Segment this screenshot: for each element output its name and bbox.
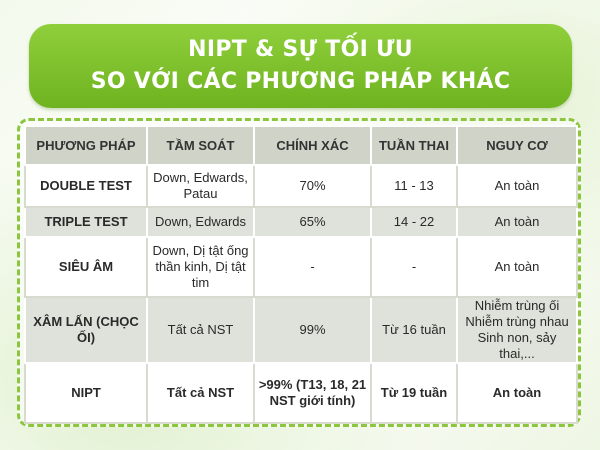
cell-accuracy: >99% (T13, 18, 21 NST giới tính) (254, 363, 371, 423)
cell-accuracy: 65% (254, 207, 371, 237)
table-row-triple-test (25, 207, 577, 237)
cell-week: - (371, 237, 457, 297)
title-line-1: NIPT & SỰ TỐI ƯU (188, 37, 413, 62)
cell-week: Từ 16 tuần (371, 297, 457, 363)
table-row-double-test (25, 165, 577, 207)
comparison-table (24, 125, 578, 424)
table-row-invasive (25, 297, 577, 363)
cell-method: XÂM LẤN (CHỌC ỐI) (25, 297, 147, 363)
header-screening: TẦM SOÁT (147, 126, 254, 165)
cell-accuracy: 99% (254, 297, 371, 363)
cell-screening: Down, Edwards (147, 207, 254, 237)
table-row-nipt (25, 363, 577, 423)
header-risk: NGUY CƠ (457, 126, 577, 165)
cell-risk: An toàn (457, 363, 577, 423)
cell-week: 14 - 22 (371, 207, 457, 237)
header-accuracy: CHÍNH XÁC (254, 126, 371, 165)
cell-week: 11 - 13 (371, 165, 457, 207)
cell-accuracy: - (254, 237, 371, 297)
cell-method: TRIPLE TEST (25, 207, 147, 237)
cell-method: SIÊU ÂM (25, 237, 147, 297)
cell-screening: Down, Dị tật ống thần kinh, Dị tật tim (147, 237, 254, 297)
cell-week: Từ 19 tuần (371, 363, 457, 423)
header-pregnancy-week: TUẦN THAI (371, 126, 457, 165)
table-row-ultrasound (25, 237, 577, 297)
title-banner (29, 24, 572, 108)
cell-risk: An toàn (457, 165, 577, 207)
cell-risk: An toàn (457, 237, 577, 297)
cell-risk: Nhiễm trùng ối Nhiễm trùng nhau Sinh non, sảy thai,... (457, 297, 577, 363)
cell-screening: Tất cả NST (147, 363, 254, 423)
header-method: PHƯƠNG PHÁP (25, 126, 147, 165)
cell-screening: Down, Edwards, Patau (147, 165, 254, 207)
cell-accuracy: 70% (254, 165, 371, 207)
cell-method: NIPT (25, 363, 147, 423)
cell-risk: An toàn (457, 207, 577, 237)
cell-screening: Tất cả NST (147, 297, 254, 363)
cell-method: DOUBLE TEST (25, 165, 147, 207)
table-header-row (25, 126, 577, 165)
title-line-2: SO VỚI CÁC PHƯƠNG PHÁP KHÁC (90, 69, 511, 94)
